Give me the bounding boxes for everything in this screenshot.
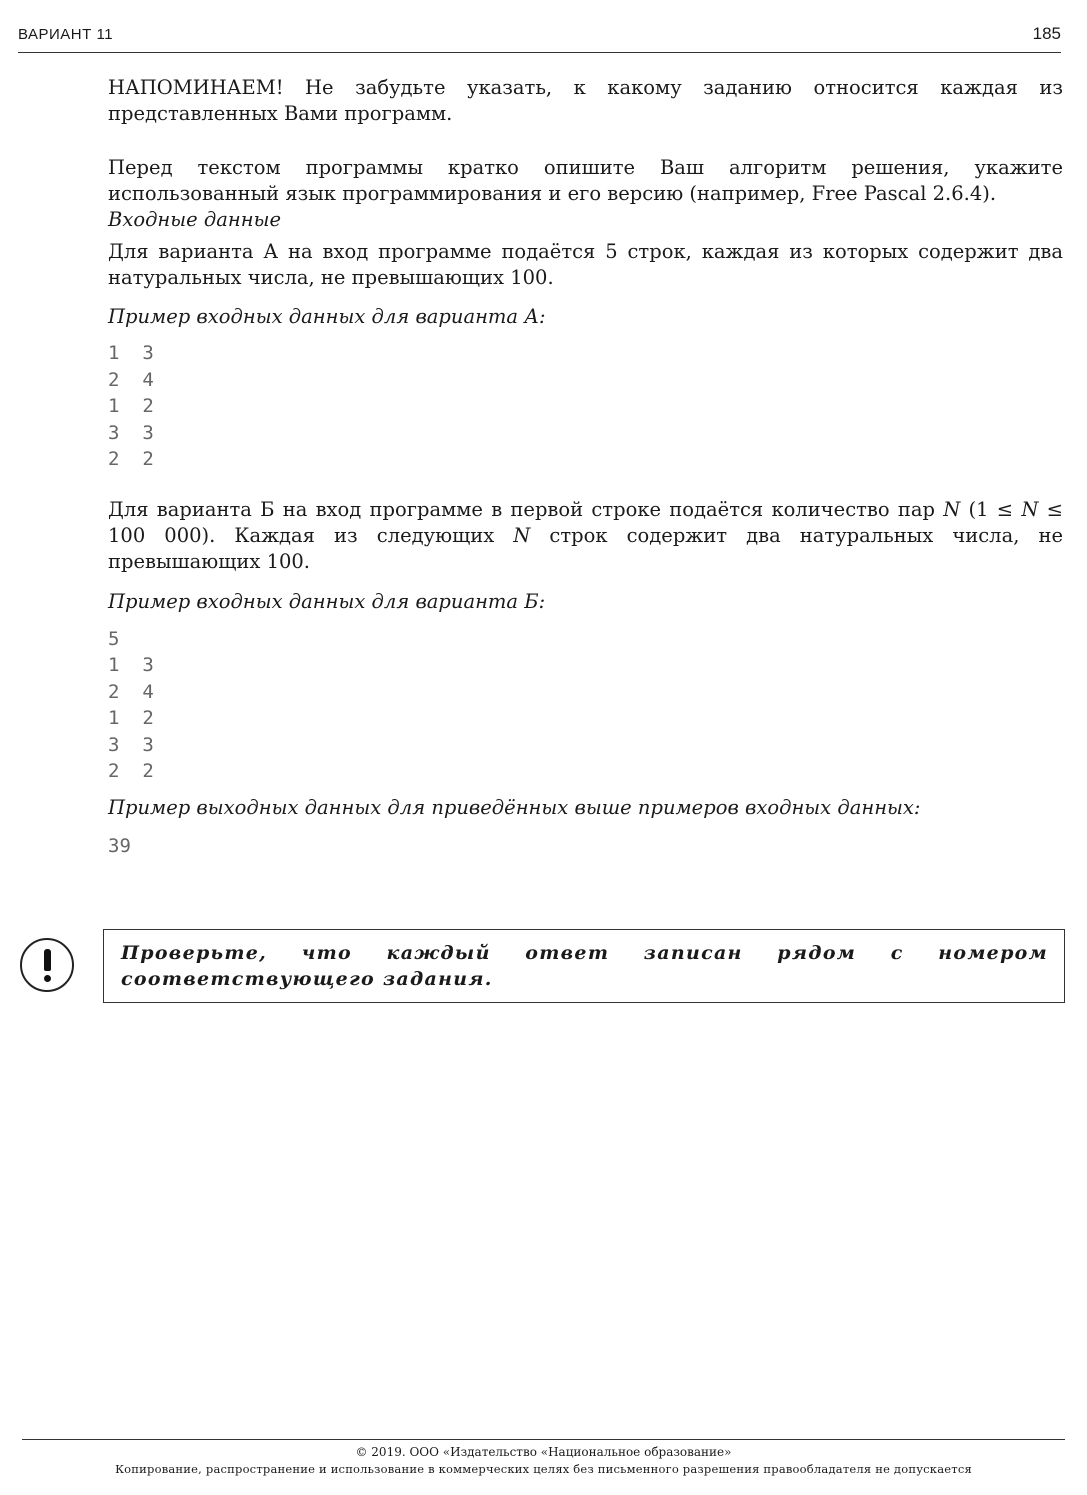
footer-divider xyxy=(22,1439,1065,1440)
example-a-line: 2 4 xyxy=(108,368,154,391)
example-a-line: 2 2 xyxy=(108,448,154,470)
notice-text: Проверьте, что каждый ответ записан рядом с номером соответствующего задания. xyxy=(121,942,1048,990)
exclamation-icon xyxy=(20,938,74,992)
variant-b-text: Для варианта Б на вход программе в первой строке подаётся количество пар xyxy=(108,497,944,521)
variable-n: N xyxy=(513,523,531,547)
output-value: 39 xyxy=(108,834,131,857)
example-b-heading: Пример входных данных для варианта Б: xyxy=(108,589,546,613)
intro-paragraph: Перед текстом программы кратко опишите Ваш алгоритм решения, укажите использованный язык программирования и его версию (например, Free Pascal 2.6.4). xyxy=(108,156,1063,205)
page-number: 185 xyxy=(1032,24,1061,43)
output-heading: Пример выходных данных для приведённых выше примеров входных данных: xyxy=(108,795,921,819)
example-b-line: 1 3 xyxy=(108,654,154,676)
footer-copyright: © 2019. ООО «Издательство «Национальное образование» xyxy=(355,1445,732,1459)
example-a-heading: Пример входных данных для варианта А: xyxy=(108,305,546,328)
example-b-line: 2 2 xyxy=(108,760,154,782)
notice-box xyxy=(103,929,1065,1003)
variant-b-text: (1 ≤ xyxy=(960,497,1022,521)
reminder-paragraph: НАПОМИНАЕМ! Не забудьте указать, к какому заданию относится каждая из представленных Вами программ. xyxy=(108,76,1063,125)
example-a-line: 1 3 xyxy=(108,342,154,364)
variable-n: N xyxy=(943,497,961,521)
variant-b-text: строк содержит два натуральных числа, не превышающих 100. xyxy=(108,523,1064,573)
example-b-line: 1 2 xyxy=(108,707,154,729)
example-b-line: 3 3 xyxy=(108,733,154,756)
variant-b-paragraph xyxy=(108,497,1063,575)
input-heading: Входные данные xyxy=(108,208,281,231)
example-a-line: 1 2 xyxy=(108,395,154,417)
example-a-block xyxy=(108,340,1063,473)
example-a-line: 3 3 xyxy=(108,421,154,444)
variant-b-text: ≤ 100 000). Каждая из следующих xyxy=(108,497,1063,547)
example-b-block xyxy=(108,626,1063,785)
page-content xyxy=(108,75,1063,859)
footer-rights: Копирование, распространение и использование в коммерческих целях без письменного разрешения правообладателя не допускается xyxy=(115,1462,972,1476)
page-header xyxy=(18,22,1061,53)
variant-label: ВАРИАНТ 11 xyxy=(18,26,114,43)
example-b-line: 5 xyxy=(108,627,120,650)
variant-a-paragraph: Для варианта А на вход программе подаётся 5 строк, каждая из которых содержит два натуральных числа, не превышающих 100. xyxy=(108,240,1063,289)
variable-n: N xyxy=(1021,497,1039,521)
example-b-line: 2 4 xyxy=(108,680,154,703)
